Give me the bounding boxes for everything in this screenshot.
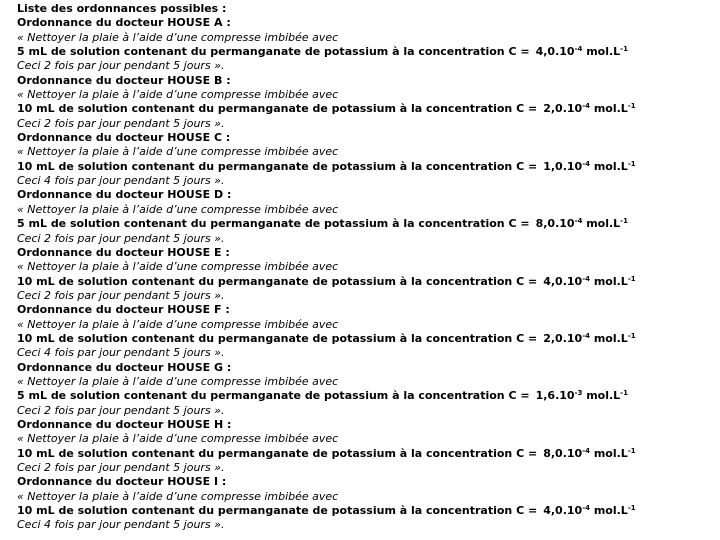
concentration-exponent: -4 bbox=[582, 331, 590, 340]
prescription-instruction: « Nettoyer la plaie à l’aide d’une compresse imbibée avec bbox=[17, 145, 339, 159]
concentration-mantissa: 1,0.10 bbox=[543, 159, 583, 173]
prescription-solution-line bbox=[17, 275, 717, 289]
concentration bbox=[543, 447, 635, 461]
prescription-item bbox=[17, 475, 717, 532]
prescription-title: Ordonnance du docteur HOUSE D : bbox=[17, 188, 232, 202]
solution-text: de solution contenant du permanganate de potassium à la concentration C = bbox=[58, 159, 538, 173]
concentration-unit: mol.L bbox=[586, 217, 621, 231]
concentration-mantissa: 4,0.10 bbox=[543, 274, 583, 288]
concentration bbox=[543, 332, 635, 346]
concentration-unit: mol.L bbox=[593, 331, 628, 345]
prescription-title: Ordonnance du docteur HOUSE H : bbox=[17, 417, 232, 431]
solution-text: de solution contenant du permanganate de potassium à la concentration C = bbox=[58, 504, 538, 518]
prescription-item bbox=[17, 361, 717, 418]
unit-exponent: -1 bbox=[620, 217, 628, 226]
solution-text: de solution contenant du permanganate de potassium à la concentration C = bbox=[50, 389, 530, 403]
prescription-instruction: « Nettoyer la plaie à l’aide d’une compresse imbibée avec bbox=[17, 88, 339, 102]
prescription-list bbox=[17, 16, 717, 532]
concentration-exponent: -4 bbox=[582, 504, 590, 513]
list-title: Liste des ordonnances possibles : bbox=[17, 2, 227, 15]
concentration-exponent: -4 bbox=[582, 274, 590, 283]
volume: 10 mL bbox=[17, 159, 55, 173]
prescription-dosage: Ceci 4 fois par jour pendant 5 jours ». bbox=[17, 174, 225, 188]
prescription-item bbox=[17, 16, 717, 73]
concentration bbox=[543, 504, 635, 518]
solution-text: de solution contenant du permanganate de potassium à la concentration C = bbox=[58, 331, 538, 345]
unit-exponent: -1 bbox=[627, 159, 636, 168]
prescription-dosage: Ceci 4 fois par jour pendant 5 jours ». bbox=[17, 518, 225, 532]
prescription-instruction: « Nettoyer la plaie à l’aide d’une compresse imbibée avec bbox=[17, 374, 339, 388]
solution-text: de solution contenant du permanganate de potassium à la concentration C = bbox=[58, 446, 538, 460]
solution-text: de solution contenant du permanganate de potassium à la concentration C = bbox=[58, 274, 538, 288]
concentration-exponent: -4 bbox=[582, 159, 590, 168]
unit-exponent: -1 bbox=[627, 504, 636, 513]
concentration-exponent: -4 bbox=[582, 446, 590, 455]
concentration-unit: mol.L bbox=[593, 102, 628, 116]
concentration-exponent: -3 bbox=[574, 389, 583, 398]
concentration bbox=[536, 45, 628, 59]
prescription-dosage: Ceci 2 fois par jour pendant 5 jours ». bbox=[17, 231, 225, 245]
unit-exponent: -1 bbox=[620, 389, 628, 398]
unit-exponent: -1 bbox=[627, 446, 636, 455]
prescription-item bbox=[17, 74, 717, 131]
prescription-instruction: « Nettoyer la plaie à l’aide d’une compresse imbibée avec bbox=[17, 489, 339, 503]
concentration-exponent: -4 bbox=[574, 45, 583, 54]
prescription-solution-line bbox=[17, 389, 717, 403]
concentration-exponent: -4 bbox=[574, 217, 583, 226]
concentration-unit: mol.L bbox=[586, 389, 621, 403]
prescription-solution-line bbox=[17, 160, 717, 174]
prescription-item bbox=[17, 303, 717, 360]
volume: 5 mL bbox=[17, 217, 47, 231]
prescription-instruction: « Nettoyer la plaie à l’aide d’une compresse imbibée avec bbox=[17, 202, 339, 216]
concentration bbox=[536, 217, 628, 231]
prescription-instruction: « Nettoyer la plaie à l’aide d’une compresse imbibée avec bbox=[17, 432, 339, 446]
prescription-solution-line bbox=[17, 102, 717, 116]
volume: 10 mL bbox=[17, 331, 55, 345]
unit-exponent: -1 bbox=[627, 102, 636, 111]
concentration-exponent: -4 bbox=[582, 102, 590, 111]
concentration-unit: mol.L bbox=[593, 274, 628, 288]
prescription-solution-line bbox=[17, 332, 717, 346]
prescription-solution-line bbox=[17, 504, 717, 518]
unit-exponent: -1 bbox=[627, 331, 636, 340]
prescription-dosage: Ceci 2 fois par jour pendant 5 jours ». bbox=[17, 59, 225, 73]
solution-text: de solution contenant du permanganate de potassium à la concentration C = bbox=[50, 217, 530, 231]
solution-text: de solution contenant du permanganate de potassium à la concentration C = bbox=[50, 45, 530, 59]
concentration-unit: mol.L bbox=[586, 45, 621, 59]
concentration-mantissa: 2,0.10 bbox=[543, 331, 583, 345]
prescription-dosage: Ceci 2 fois par jour pendant 5 jours ». bbox=[17, 461, 225, 474]
concentration-mantissa: 8,0.10 bbox=[543, 446, 583, 460]
prescription-title: Ordonnance du docteur HOUSE E : bbox=[17, 245, 230, 259]
prescription-item bbox=[17, 246, 717, 303]
concentration-mantissa: 1,6.10 bbox=[535, 389, 575, 403]
volume: 10 mL bbox=[17, 274, 55, 288]
prescription-instruction: « Nettoyer la plaie à l’aide d’une compresse imbibée avec bbox=[17, 30, 339, 44]
prescription-dosage: Ceci 2 fois par jour pendant 5 jours ». bbox=[17, 116, 225, 130]
volume: 5 mL bbox=[17, 45, 47, 59]
prescription-dosage: Ceci 4 fois par jour pendant 5 jours ». bbox=[17, 346, 225, 360]
prescription-title: Ordonnance du docteur HOUSE C : bbox=[17, 131, 231, 145]
concentration bbox=[543, 102, 635, 116]
volume: 10 mL bbox=[17, 102, 55, 116]
prescription-title: Ordonnance du docteur HOUSE G : bbox=[17, 360, 232, 374]
prescription-document bbox=[17, 2, 717, 533]
prescription-item bbox=[17, 418, 717, 475]
concentration-mantissa: 2,0.10 bbox=[543, 102, 583, 116]
unit-exponent: -1 bbox=[627, 274, 636, 283]
prescription-title: Ordonnance du docteur HOUSE F : bbox=[17, 303, 230, 317]
prescription-solution-line bbox=[17, 447, 717, 461]
concentration bbox=[543, 160, 635, 174]
concentration-unit: mol.L bbox=[593, 504, 628, 518]
volume: 10 mL bbox=[17, 446, 55, 460]
prescription-solution-line bbox=[17, 217, 717, 231]
unit-exponent: -1 bbox=[620, 45, 628, 54]
volume: 10 mL bbox=[17, 504, 55, 518]
prescription-item bbox=[17, 188, 717, 245]
prescription-title: Ordonnance du docteur HOUSE I : bbox=[17, 475, 227, 489]
concentration-mantissa: 4,0.10 bbox=[543, 504, 583, 518]
prescription-dosage: Ceci 2 fois par jour pendant 5 jours ». bbox=[17, 403, 225, 417]
prescription-item bbox=[17, 131, 717, 188]
concentration-unit: mol.L bbox=[593, 446, 628, 460]
prescription-solution-line bbox=[17, 45, 717, 59]
prescription-instruction: « Nettoyer la plaie à l’aide d’une compresse imbibée avec bbox=[17, 317, 339, 331]
volume: 5 mL bbox=[17, 389, 47, 403]
solution-text: de solution contenant du permanganate de potassium à la concentration C = bbox=[58, 102, 538, 116]
concentration-mantissa: 8,0.10 bbox=[535, 217, 575, 231]
concentration-unit: mol.L bbox=[593, 159, 628, 173]
prescription-title: Ordonnance du docteur HOUSE B : bbox=[17, 73, 231, 87]
concentration-mantissa: 4,0.10 bbox=[535, 45, 575, 59]
concentration bbox=[543, 275, 635, 289]
concentration bbox=[536, 389, 628, 403]
prescription-dosage: Ceci 2 fois par jour pendant 5 jours ». bbox=[17, 288, 225, 302]
prescription-title: Ordonnance du docteur HOUSE A : bbox=[17, 16, 231, 30]
prescription-instruction: « Nettoyer la plaie à l’aide d’une compresse imbibée avec bbox=[17, 260, 339, 274]
